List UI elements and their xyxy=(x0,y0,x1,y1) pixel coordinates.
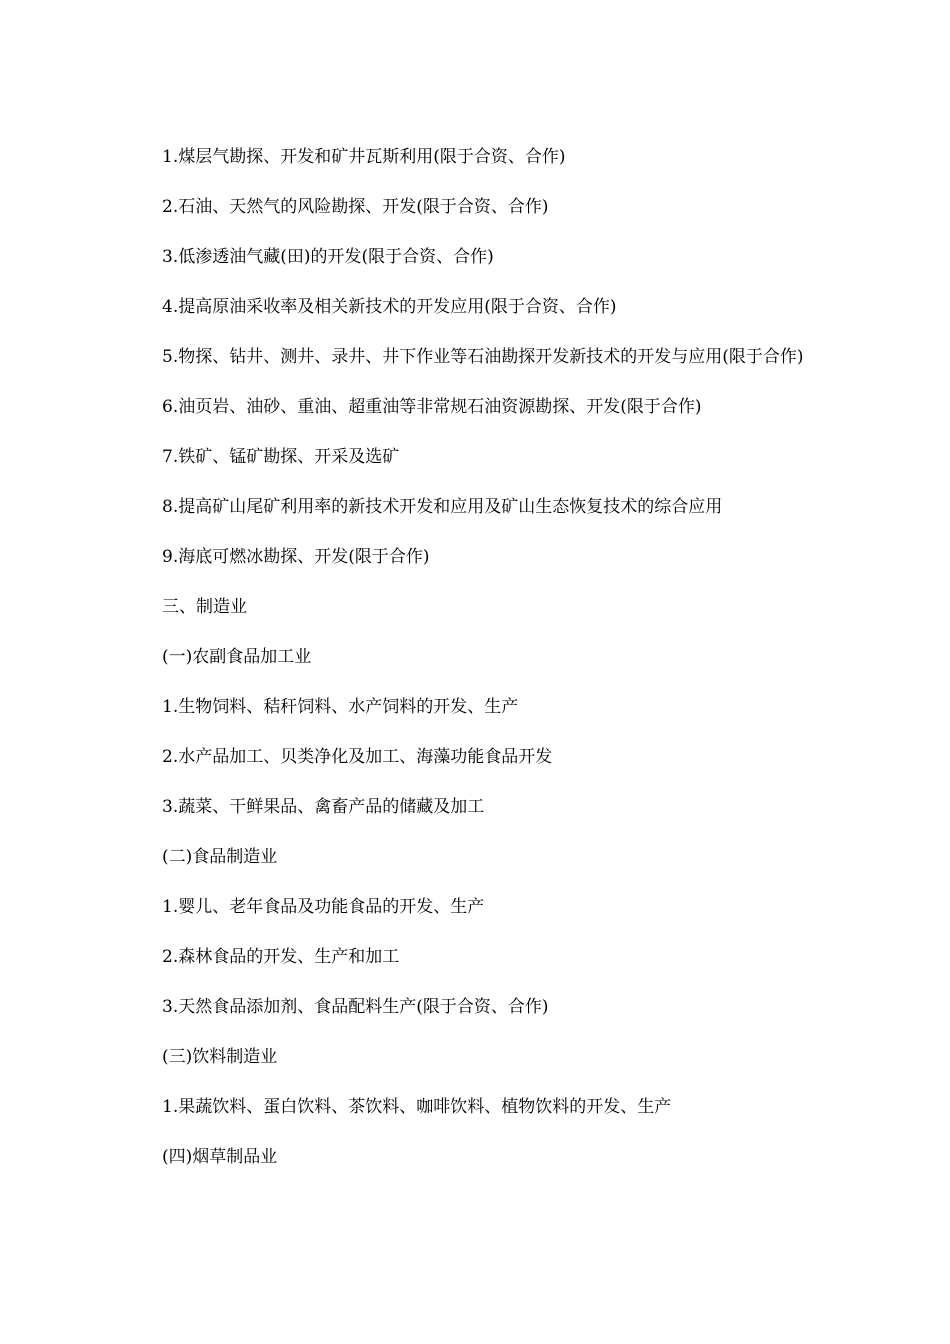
list-item: 2.水产品加工、贝类净化及加工、海藻功能食品开发 xyxy=(162,747,553,767)
subsection-heading: (三)饮料制造业 xyxy=(162,1047,278,1067)
list-item: 5.物探、钻井、测井、录井、井下作业等石油勘探开发新技术的开发与应用(限于合作) xyxy=(162,347,804,367)
subsection-heading: (四)烟草制品业 xyxy=(162,1147,278,1167)
list-item: 1.煤层气勘探、开发和矿井瓦斯利用(限于合资、合作) xyxy=(162,147,566,167)
list-item: 1.婴儿、老年食品及功能食品的开发、生产 xyxy=(162,897,485,917)
list-item: 1.生物饲料、秸秆饲料、水产饲料的开发、生产 xyxy=(162,697,519,717)
list-item: 6.油页岩、油砂、重油、超重油等非常规石油资源勘探、开发(限于合作) xyxy=(162,397,702,417)
subsection-heading: (一)农副食品加工业 xyxy=(162,647,312,667)
list-item: 9.海底可燃冰勘探、开发(限于合作) xyxy=(162,547,430,567)
list-item: 2.石油、天然气的风险勘探、开发(限于合资、合作) xyxy=(162,197,549,217)
list-item: 7.铁矿、锰矿勘探、开采及选矿 xyxy=(162,447,400,467)
document-body xyxy=(144,146,812,1196)
list-item: 3.低渗透油气藏(田)的开发(限于合资、合作) xyxy=(162,247,494,267)
subsection-heading: (二)食品制造业 xyxy=(162,847,278,867)
list-item: 3.天然食品添加剂、食品配料生产(限于合资、合作) xyxy=(162,997,549,1017)
section-heading: 三、制造业 xyxy=(162,597,247,617)
list-item: 2.森林食品的开发、生产和加工 xyxy=(162,947,400,967)
list-item: 3.蔬菜、干鲜果品、禽畜产品的储藏及加工 xyxy=(162,797,485,817)
list-item: 4.提高原油采收率及相关新技术的开发应用(限于合资、合作) xyxy=(162,297,617,317)
list-item: 8.提高矿山尾矿利用率的新技术开发和应用及矿山生态恢复技术的综合应用 xyxy=(162,497,723,517)
list-item: 1.果蔬饮料、蛋白饮料、茶饮料、咖啡饮料、植物饮料的开发、生产 xyxy=(162,1097,672,1117)
